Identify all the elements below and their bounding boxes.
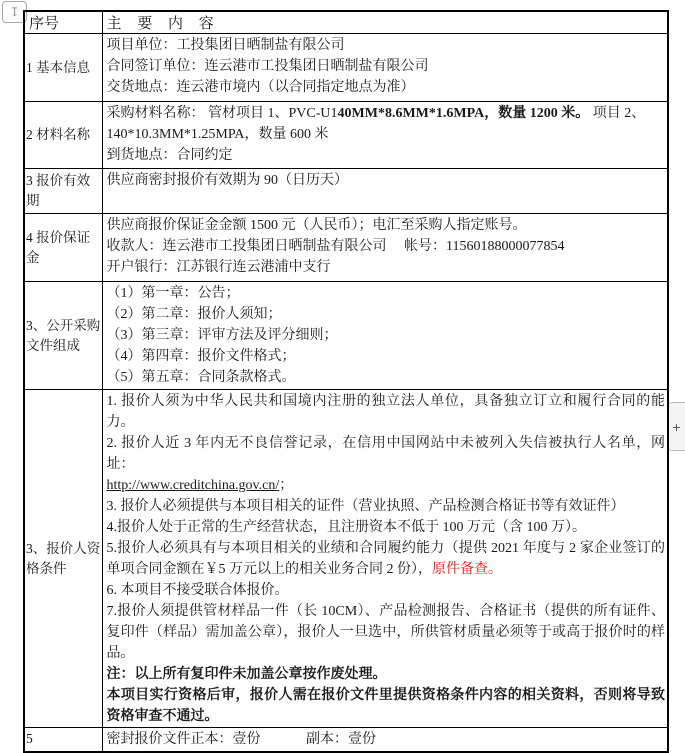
text-line	[107, 257, 666, 278]
row-serial: 2 材料名称	[24, 102, 102, 169]
text-segment: （4）第四章：报价文件格式；	[106, 349, 296, 364]
text-segment: （5）第五章：合同条款格式。	[106, 370, 296, 385]
procurement-table	[23, 10, 669, 753]
text-line	[107, 496, 666, 517]
text-segment: 开户银行：江苏银行连云港浦中支行	[106, 260, 331, 275]
text-segment: 6. 本项目不接受联合体报价。	[106, 583, 289, 598]
text-line	[107, 729, 666, 750]
table-row-sealed-copies	[24, 728, 668, 752]
text-segment: 3. 报价人必须提供与本项目相关的证件（营业执照、产品检测合格证书等有效证件）	[106, 499, 625, 514]
text-line	[107, 56, 666, 77]
text-segment: （2）第二章：报价人须知；	[106, 307, 282, 322]
text-segment: 40MM*8.6MM*1.6MPA，数量 1200 米。	[337, 106, 590, 121]
table-header-row	[24, 11, 668, 34]
text-segment: 项目 2、	[589, 106, 646, 121]
text-segment: 4.报价人处于正常的生产经营状态，且注册资本不低于 100 万元（含 100 万）。	[106, 520, 586, 535]
text-segment: 密封报价文件正本：壹份 副本：壹份	[106, 732, 376, 747]
text-line	[107, 35, 666, 56]
row-content	[102, 169, 668, 214]
text-line	[107, 236, 666, 257]
row-content	[102, 102, 668, 169]
text-segment: 供应商密封报价有效期为 90（日历天）	[106, 173, 348, 188]
row-content	[102, 728, 668, 752]
row-serial: 5	[24, 728, 102, 752]
text-line	[107, 685, 666, 727]
text-line	[107, 103, 666, 124]
text-segment: 7.报价人须提供管材样品一件（长 10CM）、产品检测报告、合格证书（提供的所有证件、复印件（样品）需加盖公章），报价人一旦选中，所供管材质量必须等于或高于报价时的样品。	[106, 604, 665, 661]
text-segment: 收款人：连云港市工投集团日晒制盐有限公司 帐号：11560188000077854	[106, 239, 565, 254]
text-line	[107, 580, 666, 601]
text-segment: 原件备查。	[432, 562, 502, 577]
text-line	[107, 170, 666, 191]
text-segment: （3）第三章：评审方法及评分细则；	[106, 328, 338, 343]
text-line	[107, 145, 666, 166]
text-segment: 5.报价人必须具有与本项目相关的业绩和合同履约能力（提供 2021 年度与 2 家企业签订的单项合同金额在￥5 万元以上的相关业务合同 2 份），	[106, 541, 665, 577]
header-serial: 序号	[24, 11, 102, 34]
credit-china-url-link[interactable]: http://www.creditchina.gov.cn/	[106, 478, 280, 493]
text-line	[107, 77, 666, 98]
text-segment: 注：以上所有复印件未加盖公章按作废处理。	[106, 667, 387, 682]
text-segment: 140*10.3MM*1.25MPA，数量 600 米	[106, 127, 329, 142]
table-row-bidder-qualifications	[24, 390, 668, 728]
table-row-basic-info	[24, 34, 668, 102]
table-row-quote-validity	[24, 169, 668, 214]
text-line	[107, 475, 666, 496]
text-segment: 项目单位：工投集团日晒制盐有限公司	[106, 38, 345, 53]
text-segment: 交货地点：连云港市境内（以合同指定地点为准）	[106, 80, 415, 95]
text-line	[107, 124, 666, 145]
text-segment: 采购材料名称： 管材项目 1、PVC-U1	[106, 106, 338, 121]
row-serial: 3、报价人资格条件	[24, 390, 102, 728]
text-segment: （1）第一章：公告；	[106, 286, 240, 301]
text-line	[107, 538, 666, 580]
text-line	[107, 664, 666, 685]
text-line	[107, 215, 666, 236]
row-serial: 3、公开采购文件组成	[24, 282, 102, 390]
row-serial: 1 基本信息	[24, 34, 102, 102]
insert-row-button[interactable]: +	[667, 402, 685, 451]
text-line	[107, 517, 666, 538]
header-main-content: 主 要 内 容	[102, 11, 668, 34]
row-serial: 4 报价保证金	[24, 214, 102, 282]
text-segment: ；	[279, 478, 294, 493]
text-line	[107, 367, 666, 388]
row-content	[102, 282, 668, 390]
table-row-material-name	[24, 102, 668, 169]
text-line	[107, 433, 666, 475]
text-segment: 供应商报价保证金金额 1500 元（人民币）；电汇至采购人指定账号。	[106, 218, 527, 233]
table-row-bid-deposit	[24, 214, 668, 282]
text-line	[107, 283, 666, 304]
row-content	[102, 214, 668, 282]
text-segment: 2. 报价人近 3 年内无不良信誉记录，在信用中国网站中未被列入失信被执行人名单，网址：	[106, 436, 665, 472]
text-segment: 到货地点：合同约定	[106, 148, 233, 163]
text-line	[107, 391, 666, 433]
text-line	[107, 304, 666, 325]
row-serial: 3 报价有效期	[24, 169, 102, 214]
text-line	[107, 601, 666, 664]
text-segment: 1. 报价人须为中华人民共和国境内注册的独立法人单位，具备独立订立和履行合同的能力。	[106, 394, 665, 430]
text-segment: 本项目实行资格后审，报价人需在报价文件里提供资格条件内容的相关资料，否则将导致资格审查不通过。	[106, 688, 665, 724]
table-handle-down-arrow-icon[interactable]: ↧	[2, 1, 27, 23]
text-segment: 合同签订单位：连云港市工投集团日晒制盐有限公司	[106, 59, 429, 74]
text-line	[107, 346, 666, 367]
row-content	[102, 390, 668, 728]
text-line	[107, 325, 666, 346]
table-row-document-composition	[24, 282, 668, 390]
row-content	[102, 34, 668, 102]
